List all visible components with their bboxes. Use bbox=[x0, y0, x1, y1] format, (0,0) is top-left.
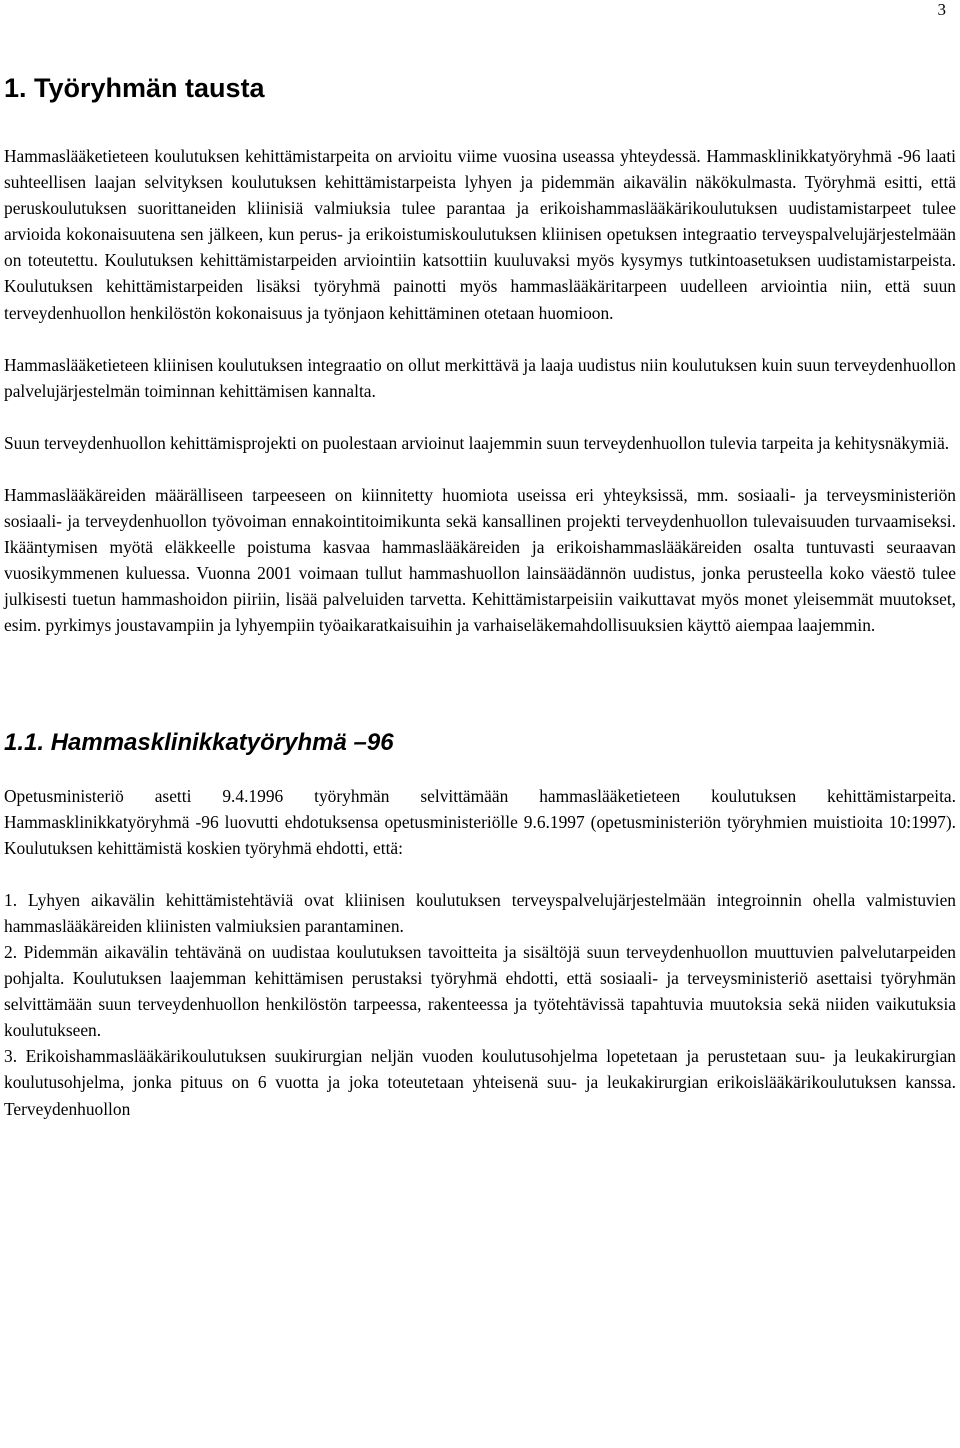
section-heading: 1. Työryhmän tausta bbox=[4, 73, 265, 103]
section-paragraph: Suun terveydenhuollon kehittämisprojekti on puolestaan arvioinut laajemmin suun terveydenhuollon tulevia tarpeita ja kehitysnäkymiä. bbox=[4, 432, 950, 453]
section-paragraph: Hammaslääketieteen koulutuksen kehittämistarpeita on arvioitu viime vuosina useassa yhteydessä. Hammasklinikkatyöryhmä -96 laati suhteellisen laajan selvityksen koulutuksen kehittämistarpeista lyhyen ja pidemmän aikavälin näkökulmasta. Työryhmä esitti, että peruskoulutuksen suorittaneiden kliinisiä valmiuksia tulee parantaa ja erikoishammaslääkärikoulutuksen uudistamistarpeet tulee arvioida kokonaisuutena sen jälkeen, kun perus- ja erikoistumiskoulutuksen kliinisen opetuksen integraatio terveyspalvelujärjestelmään on toteutettu. Koulutuksen kehittämistarpeiden arviointiin katsottiin kuuluvaksi myös kysymys tutkintoasetuksen uudistamistarpeista. Koulutuksen kehittämistarpeiden lisäksi työryhmä painotti myös hammaslääkäritarpeen uudelleen arviointia niin, että suun terveydenhuollon henkilöstön kokonaisuus ja työnjaon kehittäminen otetaan huomioon. bbox=[4, 146, 956, 323]
subsection-intro: Opetusministeriö asetti 9.4.1996 työryhmän selvittämään hammaslääketieteen koulutuksen kehittämistarpeita. Hammasklinikkatyöryhmä -96 luovutti ehdotuksensa opetusministeriölle 9.6.1997 (opetusministeriön työryhmien muistioita 10:1997). Koulutuksen kehittämistä koskien työryhmä ehdotti, että: bbox=[4, 785, 956, 858]
document-body bbox=[4, 66, 956, 1122]
page-number: 3 bbox=[937, 0, 946, 19]
proposal-item-3: 3. Erikoishammaslääkärikoulutuksen suukirurgian neljän vuoden koulutusohjelma lopetetaan ja perustetaan suu- ja leukakirurgian koulutusohjelma, jonka pituus on 6 vuotta ja joka toteutetaan yhteisenä suu- ja leukakirurgian erikoislääkärikoulutuksen kanssa. Terveydenhuollon bbox=[4, 1046, 956, 1119]
proposal-item-2: 2. Pidemmän aikavälin tehtävänä on uudistaa koulutuksen tavoitteita ja sisältöjä suun terveydenhuollon muuttuvien palvelutarpeiden pohjalta. Koulutuksen laajemman kehittämisen perustaksi työryhmä ehdotti, että sosiaali- ja terveysministeriö asettaisi työryhmän selvittämään suun terveydenhuollon henkilöstön tarpeessa, rakenteessa ja työtehtävissä tapahtuvia muutoksia sekä niiden vaikutuksia koulutukseen. bbox=[4, 941, 956, 1041]
subsection-heading: 1.1. Hammasklinikkatyöryhmä –96 bbox=[4, 728, 394, 756]
section-paragraph: Hammaslääkäreiden määrälliseen tarpeeseen on kiinnitetty huomiota useissa eri yhteyksissä, mm. sosiaali- ja terveysministeriön sosiaali- ja terveydenhuollon työvoiman ennakointitoimikunta sekä kansallinen projekti terveydenhuollon tulevaisuuden turvaamiseksi. Ikääntymisen myötä eläkkeelle poistuma kasvaa hammaslääkäreiden ja erikoishammaslääkäreiden osalta tuntuvasti seuraavan vuosikymmenen kuluessa. Vuonna 2001 voimaan tullut hammashuollon lainsäädännön uudistus, jonka perusteella koko väestö tulee julkisesti tuetun hammashoidon piiriin, lisää palveluiden tarvetta. Kehittämistarpeisiin vaikuttavat myös monet yleisemmät muutokset, esim. pyrkimys joustavampiin ja lyhyempiin työaikaratkaisuihin ja varhaiseläkemahdollisuuksien käyttö aiempaa laajemmin. bbox=[4, 484, 956, 636]
proposal-item-1: 1. Lyhyen aikavälin kehittämistehtäviä ovat kliinisen koulutuksen terveyspalvelujärjestelmään integroinnin ohella valmistuvien hammaslääkäreiden kliinisten valmiuksien parantaminen. bbox=[4, 889, 956, 936]
section-spacer bbox=[4, 665, 956, 729]
section-paragraph: Hammaslääketieteen kliinisen koulutuksen integraatio on ollut merkittävä ja laaja uudistus niin koulutuksen kuin suun terveydenhuollon palvelujärjestelmän toiminnan kehittämisen kannalta. bbox=[4, 354, 956, 401]
